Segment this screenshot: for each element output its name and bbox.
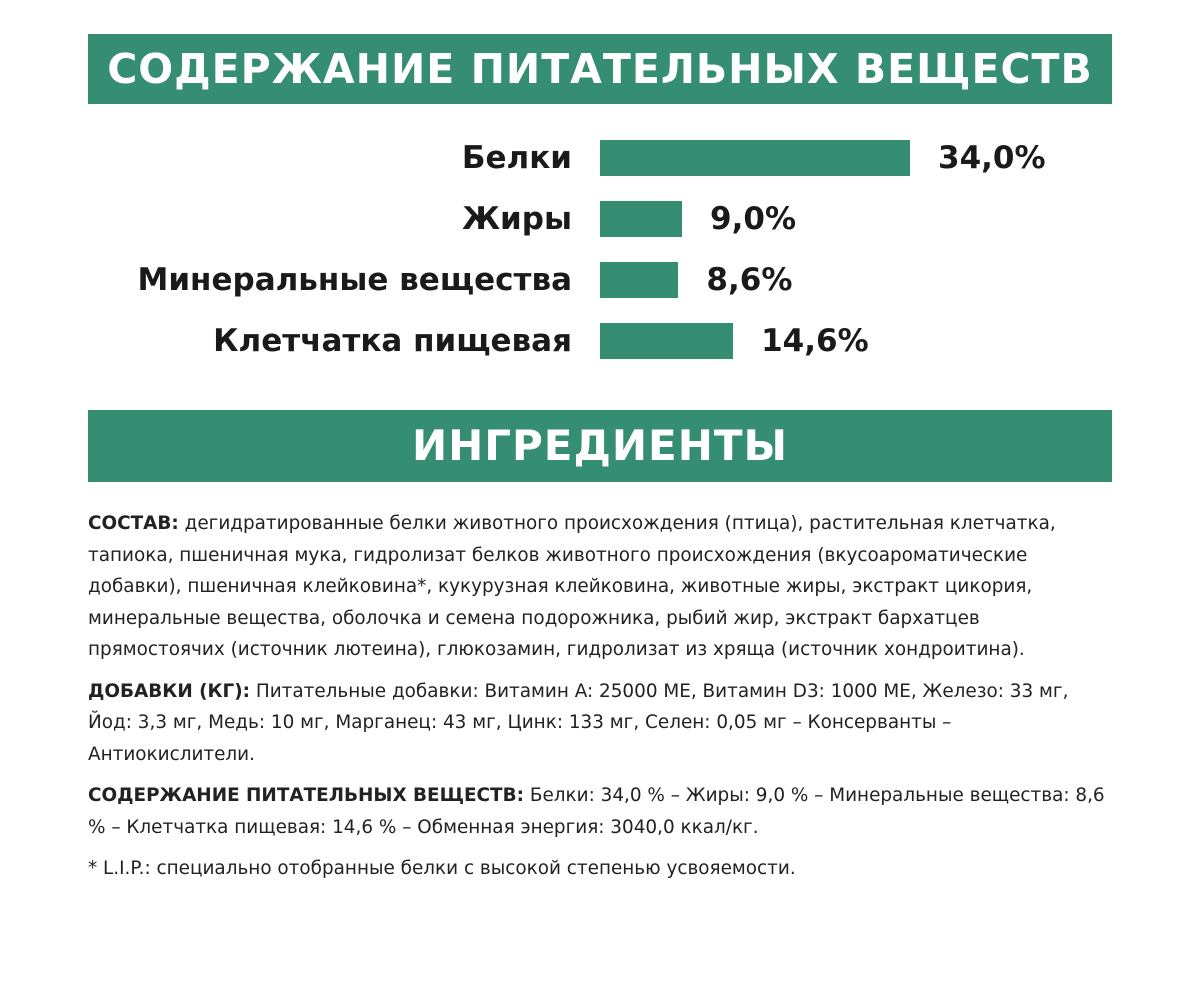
bar: [600, 140, 910, 176]
bar-label: Клетчатка пищевая: [213, 323, 572, 359]
bar: [600, 201, 682, 237]
additives-text: Питательные добавки: Витамин A: 25000 МЕ, Витамин D3: 1000 МЕ, Железо: 33 мг, Йод: 3,3 мг, Медь: 10 мг, Марганец: 43 мг, Цинк: 133 мг, Селен: 0,05 мг – Консерванты – Антиокислители.: [88, 680, 1069, 765]
nutrient-content-text: Белки: 34,0 % – Жиры: 9,0 % – Минеральные вещества: 8,6 % – Клетчатка пищевая: 14,6 % – Обменная энергия: 3040,0 ккал/кг.: [88, 785, 1105, 838]
bar-label: Белки: [461, 140, 572, 176]
composition-paragraph: [88, 508, 1113, 666]
bar-value-label: 8,6%: [706, 262, 793, 298]
ingredients-title: ИНГРЕДИЕНТЫ: [411, 421, 789, 470]
bar-label: Жиры: [462, 201, 572, 237]
bar: [600, 323, 733, 359]
nutrients-title: СОДЕРЖАНИЕ ПИТАТЕЛЬНЫХ ВЕЩЕСТВ: [107, 44, 1093, 93]
nutrient-bar-chart: [0, 120, 1200, 380]
ingredients-text: [88, 508, 1113, 895]
bar-label: Минеральные вещества: [137, 262, 572, 298]
bar-value-label: 14,6%: [761, 323, 869, 359]
nutrients-banner: [88, 34, 1112, 104]
nutrient-content-label: СОДЕРЖАНИЕ ПИТАТЕЛЬНЫХ ВЕЩЕСТВ:: [88, 785, 524, 806]
composition-label: СОСТАВ:: [88, 513, 179, 534]
bar-value-label: 9,0%: [710, 201, 797, 237]
additives-label: ДОБАВКИ (КГ):: [88, 680, 251, 702]
additives-paragraph: [88, 676, 1113, 771]
ingredients-banner: [88, 410, 1112, 482]
bar-value-label: 34,0%: [938, 140, 1046, 176]
bar: [600, 262, 678, 298]
composition-text: дегидратированные белки животного происхождения (птица), растительная клетчатка, тапиока, пшеничная мука, гидролизат белков животного происхождения (вкусоароматические добавки), пшеничная клейковина*, кукурузная клейковина, животные жиры, экстракт цикория, минеральные вещества, оболочка и семена подорожника, рыбий жир, экстракт бархатцев прямостоячих (источник лютеина), глюкозамин, гидролизат из хряща (источник хондроитина).: [88, 513, 1056, 660]
nutrient-content-paragraph: [88, 780, 1113, 843]
footnote: * L.I.P.: специально отобранные белки с высокой степенью усвояемости.: [88, 858, 796, 879]
